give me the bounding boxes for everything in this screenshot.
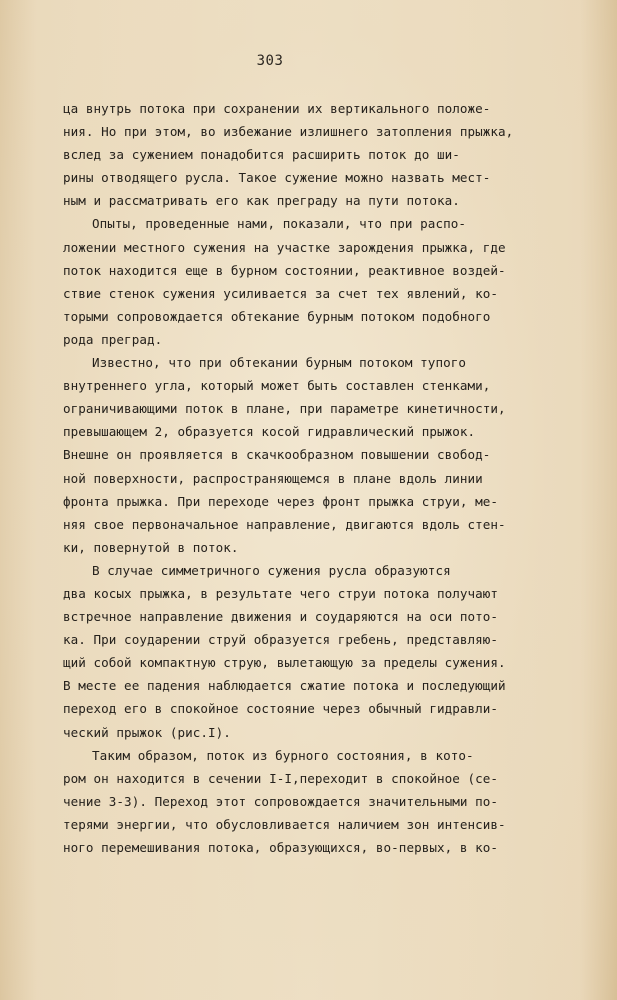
text-line: два косых прыжка, в результате чего струи потока получают	[63, 585, 499, 601]
text-line: Внешне он проявляется в скачкообразном повышении свобод-	[63, 447, 491, 463]
text-line: ка. При соударении струй образуется гребень, представляю-	[63, 632, 499, 648]
text-line: ным и рассматривать его как преграду на пути потока.	[63, 193, 460, 209]
text-line: переход его в спокойное состояние через обычный гидравли-	[63, 701, 499, 717]
text-line: ограничивающими поток в плане, при параметре кинетичности,	[63, 401, 506, 417]
text-line: ром он находится в сечении I-I,переходит в спокойное (се-	[63, 770, 499, 786]
paragraph-first-line: Известно, что при обтекании бурным потоком тупого	[92, 355, 466, 371]
text-line: ной поверхности, распространяющемся в плане вдоль линии	[63, 470, 483, 486]
text-line: внутреннего угла, который может быть составлен стенками,	[63, 378, 491, 394]
text-line: вслед за сужением понадобится расширить поток до ши-	[63, 147, 460, 163]
text-line: ния. Но при этом, во избежание излишнего затопления прыжка,	[63, 124, 514, 140]
text-line: щий собой компактную струю, вылетающую за пределы сужения.	[63, 655, 506, 671]
text-line: няя свое первоначальное направление, двигаются вдоль стен-	[63, 516, 506, 532]
text-line: встречное направление движения и соударяются на оси пото-	[63, 609, 499, 625]
text-line: ца внутрь потока при сохранении их вертикального положе-	[63, 101, 491, 116]
text-line: превышающем 2, образуется косой гидравлический прыжок.	[63, 424, 476, 440]
text-line: поток находится еще в бурном состоянии, реактивное воздей-	[63, 262, 506, 278]
text-line: чение 3-3). Переход этот сопровождается значительными по-	[63, 793, 499, 809]
page-number: 303	[256, 53, 284, 69]
text-line: рода преград.	[63, 331, 163, 347]
text-line: торыми сопровождается обтекание бурным потоком подобного	[63, 308, 491, 324]
text-line: фронта прыжка. При переходе через фронт прыжка струи, ме-	[63, 493, 499, 509]
text-line: ствие стенок сужения усиливается за счет тех явлений, ко-	[63, 285, 499, 301]
text-line: ложении местного сужения на участке зарождения прыжка, где	[63, 239, 506, 255]
text-line: терями энергии, что обусловливается наличием зон интенсив-	[63, 816, 506, 832]
paragraph-first-line: Таким образом, поток из бурного состояния, в кото-	[92, 747, 474, 763]
text-line: ческий прыжок (рис.I).	[63, 724, 231, 740]
text-line: ного перемешивания потока, образующихся, во-первых, в ко-	[63, 840, 499, 855]
text-line: В месте ее падения наблюдается сжатие потока и последующий	[63, 678, 506, 694]
text-line: ки, повернутой в поток.	[63, 539, 239, 555]
body-text	[63, 97, 519, 859]
text-line: рины отводящего русла. Такое сужение можно назвать мест-	[63, 170, 491, 186]
paragraph-first-line: Опыты, проведенные нами, показали, что при распо-	[92, 216, 466, 232]
paragraph-first-line: В случае симметричного сужения русла образуются	[92, 562, 451, 578]
